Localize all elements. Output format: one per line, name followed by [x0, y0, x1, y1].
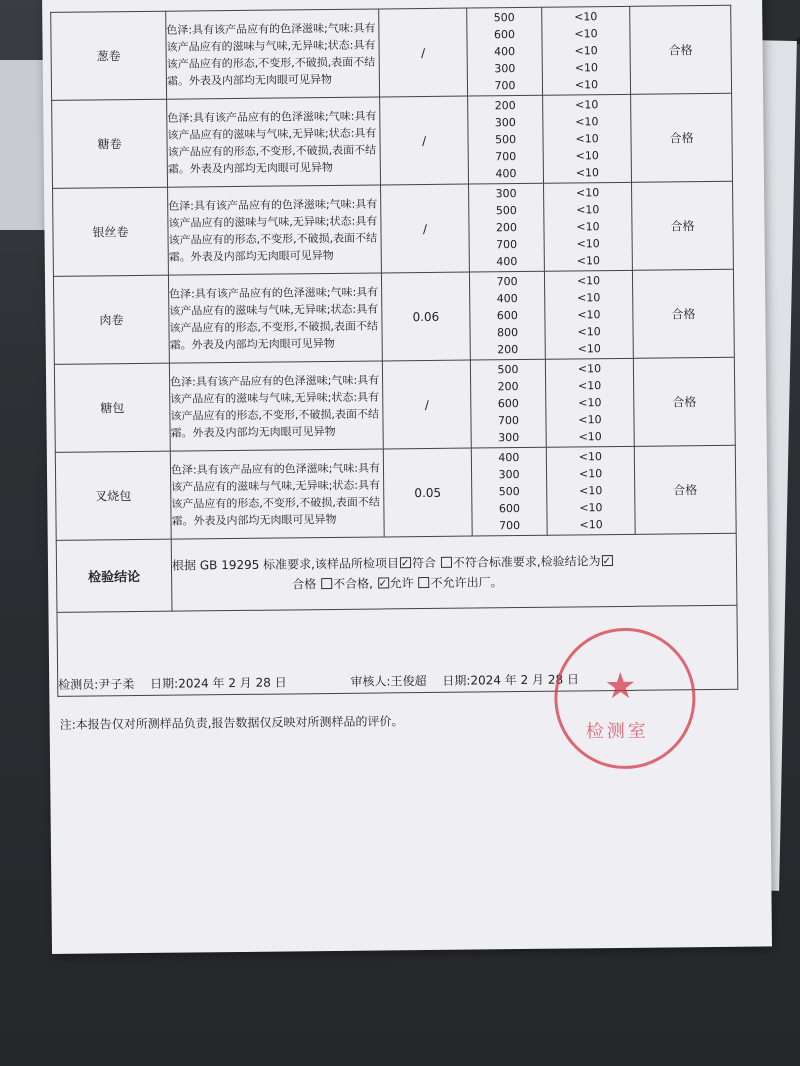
count-value: 500	[495, 204, 517, 218]
conclusion-text-1: 根据 GB 19295 标准要求,该样品所检项目	[171, 555, 400, 573]
product-name: 葱卷	[51, 11, 167, 100]
result-value: <10	[575, 132, 599, 146]
verdict: 合格	[634, 445, 736, 534]
colony-counts	[469, 271, 545, 360]
result-value: <10	[574, 27, 598, 41]
result-value: <10	[574, 78, 599, 92]
product-name: 肉卷	[53, 275, 169, 364]
count-value: 300	[498, 431, 520, 445]
result-value: <10	[574, 10, 598, 24]
coliform-results	[546, 446, 635, 535]
limit-value: 0.06	[381, 272, 470, 361]
result-value: <10	[578, 413, 602, 427]
count-value: 600	[497, 397, 519, 411]
result-value: <10	[576, 274, 601, 288]
verdict: 合格	[632, 269, 734, 358]
result-value: <10	[578, 430, 602, 444]
inspector-name: 检测员:尹子柔	[58, 676, 135, 692]
conclusion-text-2: 不符合标准要求,检验结论为	[452, 553, 601, 570]
count-value: 700	[496, 275, 518, 289]
count-value: 300	[494, 116, 516, 130]
verdict: 合格	[630, 5, 732, 94]
report-page	[42, 0, 772, 954]
colony-counts	[470, 359, 546, 448]
coliform-results	[545, 358, 634, 447]
limit-value: /	[381, 184, 470, 273]
product-name: 银丝卷	[53, 187, 169, 276]
sensory-requirement: 色泽:具有该产品应有的色泽滋味;气味:具有该产品应有的滋味与气味,无异味;状态:具有该产品应有的形态,不变形,不破损,表面不结霜。外表及内部均无肉眼可见异物	[170, 449, 384, 539]
result-value: <10	[575, 98, 599, 112]
result-value: <10	[575, 115, 599, 129]
result-value: <10	[574, 61, 598, 75]
option-unqualified: 不合格,	[332, 576, 373, 591]
checkbox-empty-icon	[321, 577, 332, 588]
result-value: <10	[579, 484, 603, 498]
result-value: <10	[578, 396, 602, 410]
table-row	[54, 357, 735, 452]
count-value: 500	[493, 11, 515, 25]
table-row	[52, 93, 733, 188]
result-value: <10	[578, 467, 603, 481]
result-value: <10	[574, 44, 598, 58]
option-qualified: 合格	[292, 576, 317, 591]
colony-counts	[468, 95, 544, 184]
count-value: 600	[498, 502, 520, 516]
sensory-requirement: 色泽:具有该产品应有的色泽滋味;气味:具有该产品应有的滋味与气味,无异味;状态:具有该产品应有的形态,不变形,不破损,表面不结霜。外表及内部均无肉眼可见异物	[169, 361, 383, 451]
checkbox-checked-icon	[602, 555, 613, 566]
count-value: 700	[495, 150, 517, 164]
report-note: 注:本报告仅对所测样品负责,报告数据仅反映对所测样品的评价。	[59, 714, 404, 732]
limit-value: /	[379, 8, 468, 97]
colony-counts	[467, 7, 543, 96]
option-conform: 符合	[411, 555, 437, 570]
result-value: <10	[575, 149, 599, 163]
table-row	[53, 181, 734, 276]
limit-value: /	[382, 360, 471, 449]
inspector-date: 日期:2024 年 2 月 28 日	[150, 675, 287, 691]
result-value: <10	[579, 518, 603, 532]
count-value: 700	[497, 414, 520, 428]
count-value: 700	[499, 519, 521, 533]
count-value: 700	[494, 79, 516, 93]
coliform-results	[544, 270, 633, 359]
count-value: 600	[493, 28, 516, 42]
conclusion-label: 检验结论	[56, 539, 172, 612]
sensory-requirement: 色泽:具有该产品应有的色泽滋味;气味:具有该产品应有的滋味与气味,无异味;状态:具有该产品应有的形态,不变形,不破损,表面不结霜。外表及内部均无肉眼可见异物	[166, 9, 380, 99]
coliform-results	[544, 182, 633, 271]
product-name: 糖卷	[52, 99, 168, 188]
sensory-requirement: 色泽:具有该产品应有的色泽滋味;气味:具有该产品应有的滋味与气味,无异味;状态:具有该产品应有的形态,不变形,不破损,表面不结霜。外表及内部均无肉眼可见异物	[167, 97, 381, 187]
count-value: 800	[497, 326, 519, 340]
checkbox-empty-icon	[441, 556, 452, 567]
result-value: <10	[577, 362, 602, 376]
count-value: 400	[496, 255, 518, 269]
count-value: 500	[498, 485, 520, 499]
limit-value: /	[380, 96, 469, 185]
count-value: 400	[496, 292, 518, 306]
count-value: 200	[497, 380, 519, 394]
coliform-results	[543, 94, 632, 183]
count-value: 500	[497, 363, 519, 377]
limit-value: 0.05	[383, 448, 472, 537]
table-row	[55, 445, 736, 540]
verdict: 合格	[633, 357, 735, 446]
stamp-label: 检测室	[585, 720, 649, 743]
colony-counts	[471, 447, 547, 536]
product-name: 叉烧包	[55, 451, 171, 540]
option-not-allowed: 不允许出厂。	[430, 574, 503, 590]
conclusion-row	[56, 533, 737, 612]
verdict: 合格	[632, 181, 734, 270]
count-value: 700	[496, 238, 518, 252]
checkbox-empty-icon	[418, 576, 429, 587]
count-value: 300	[494, 62, 516, 76]
result-value: <10	[578, 450, 603, 464]
result-value: <10	[576, 203, 600, 217]
result-value: <10	[577, 325, 601, 339]
table-row	[51, 5, 732, 100]
sensory-requirement: 色泽:具有该产品应有的色泽滋味;气味:具有该产品应有的滋味与气味,无异味;状态:具有该产品应有的形态,不变形,不破损,表面不结霜。外表及内部均无肉眼可见异物	[168, 185, 382, 275]
result-value: <10	[577, 291, 601, 305]
result-value: <10	[577, 308, 601, 322]
result-value: <10	[576, 237, 600, 251]
result-value: <10	[575, 166, 600, 180]
checkbox-checked-icon	[378, 577, 389, 588]
sensory-requirement: 色泽:具有该产品应有的色泽滋味;气味:具有该产品应有的滋味与气味,无异味;状态:具有该产品应有的形态,不变形,不破损,表面不结霜。外表及内部均无肉眼可见异物	[168, 273, 382, 363]
count-value: 200	[494, 99, 516, 113]
conclusion-text	[171, 533, 737, 611]
result-value: <10	[576, 254, 601, 268]
option-allowed: 允许	[389, 575, 414, 590]
colony-counts	[469, 183, 545, 272]
result-value: <10	[577, 342, 601, 356]
product-name: 糖包	[54, 363, 170, 452]
count-value: 500	[494, 133, 517, 147]
count-value: 300	[495, 187, 517, 201]
inspection-table	[50, 5, 738, 697]
count-value: 200	[495, 221, 518, 235]
coliform-results	[542, 6, 631, 95]
verdict: 合格	[631, 93, 733, 182]
table-row	[53, 269, 734, 364]
reviewer-date: 日期:2024 年 2 月 28 日	[442, 672, 579, 688]
checkbox-checked-icon	[400, 557, 411, 568]
reviewer-name: 审核人:王俊超	[350, 673, 427, 689]
count-value: 200	[497, 343, 519, 357]
result-value: <10	[576, 220, 600, 234]
star-icon: ★	[604, 665, 637, 708]
count-value: 300	[498, 468, 520, 482]
result-value: <10	[579, 501, 603, 515]
result-value: <10	[575, 186, 600, 200]
count-value: 400	[495, 167, 517, 181]
count-value: 400	[494, 45, 516, 59]
result-value: <10	[577, 379, 602, 393]
count-value: 600	[496, 309, 518, 323]
count-value: 400	[498, 451, 520, 465]
lab-stamp	[554, 627, 696, 769]
